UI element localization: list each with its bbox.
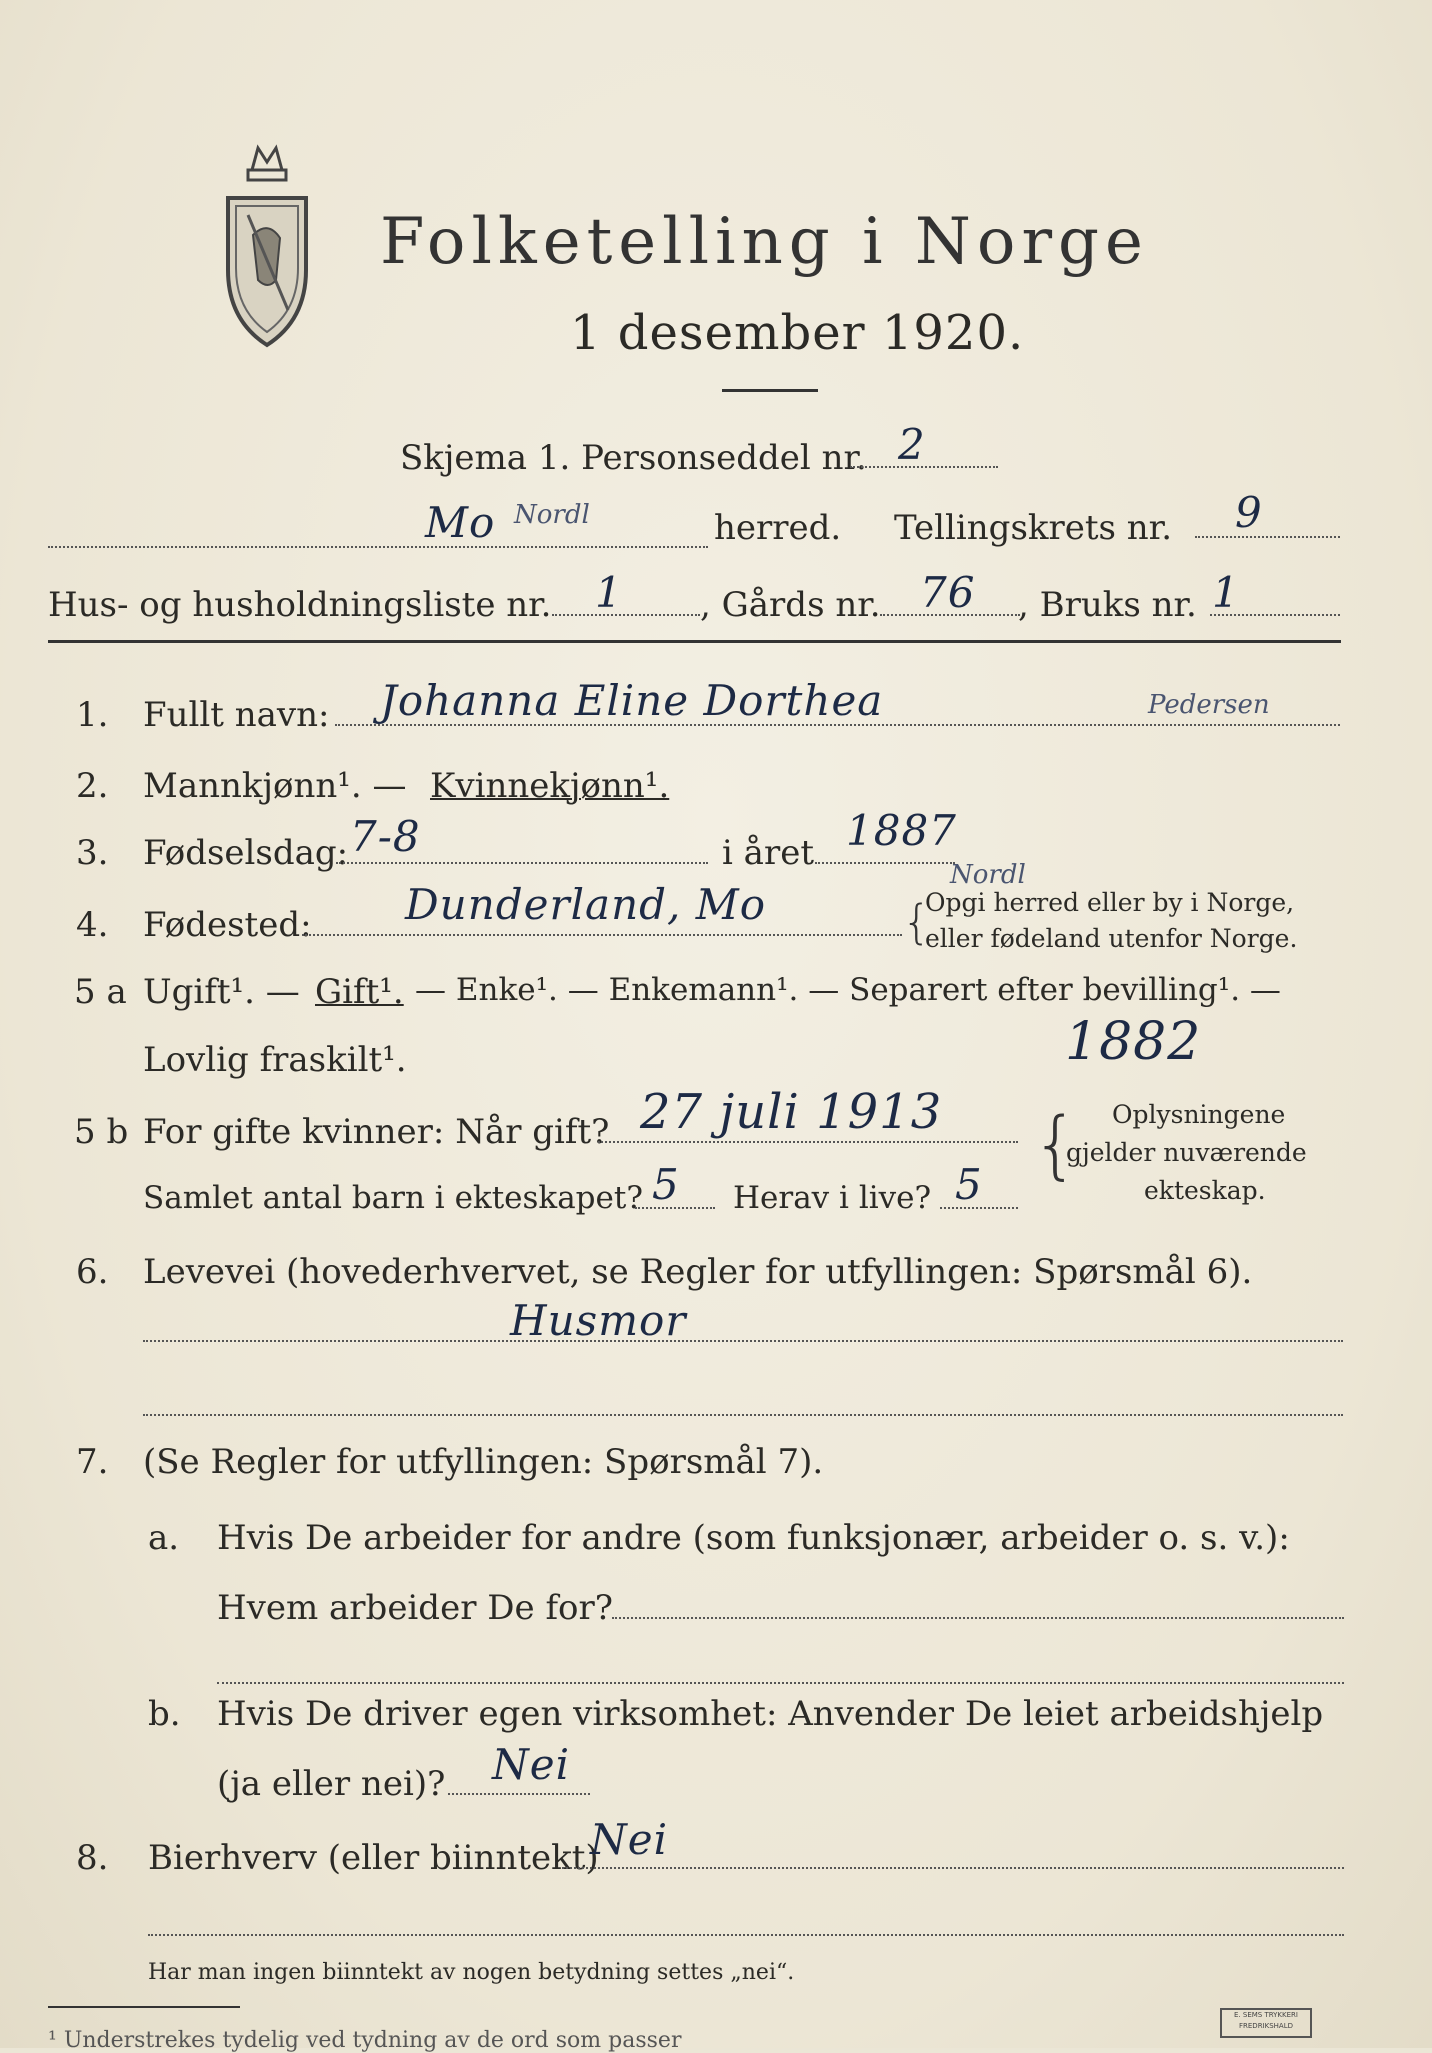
herred-label: herred.	[714, 508, 842, 548]
q1-value-surname: Pedersen	[1148, 690, 1270, 720]
q4-line	[302, 934, 902, 936]
footer-rule	[48, 2006, 240, 2008]
q2-number: 2.	[76, 766, 109, 806]
q4-label: Fødested:	[143, 905, 312, 945]
form-title: Folketelling i Norge	[380, 205, 1149, 279]
q7a-line-1	[612, 1617, 1344, 1619]
hus-label: Hus- og husholdningsliste nr.	[48, 585, 552, 625]
q5a-number: 5 a	[74, 972, 127, 1012]
q1-number: 1.	[76, 695, 109, 735]
q5b-when-line	[598, 1141, 1018, 1143]
skjema-nr-value: 2	[898, 420, 926, 469]
q5b-live-value: 5	[955, 1160, 983, 1209]
q4-value: Dunderland, Mo	[405, 880, 766, 929]
q5b-hint-line-1: Oplysningene	[1112, 1100, 1286, 1129]
coat-of-arms-emblem	[208, 140, 326, 355]
q7a-letter: a.	[148, 1518, 180, 1558]
q5b-when-value: 27 juli 1913	[640, 1084, 943, 1140]
q4-hint-line-2: eller fødeland utenfor Norge.	[925, 924, 1298, 953]
q5b-number: 5 b	[74, 1112, 129, 1152]
printer-stamp: E. SEMS TRYKKERI FREDRIKSHALD	[1220, 2008, 1312, 2038]
q7b-line	[448, 1793, 590, 1795]
q8-number: 8.	[76, 1838, 109, 1878]
header-separator	[48, 640, 1341, 643]
tellingskrets-nr-value: 9	[1235, 488, 1263, 537]
herred-value: Mo	[425, 498, 496, 547]
q5a-note: 1882	[1065, 1012, 1202, 1072]
q3-year-label: i året	[722, 833, 814, 873]
q2-mann-label: Mannkjønn¹. —	[143, 766, 407, 806]
q7a-label: Hvis De arbeider for andre (som funksjonær, arbeider o. s. v.):	[217, 1518, 1290, 1558]
q8-extra-line	[148, 1934, 1344, 1936]
q5a-ugift: Ugift¹. —	[143, 972, 300, 1012]
q3-number: 3.	[76, 833, 109, 873]
q5b-live-label: Herav i live?	[733, 1180, 932, 1216]
hus-nr-line	[552, 614, 700, 616]
bruks-nr-value: 1	[1212, 568, 1240, 617]
footer-note: Har man ingen biinntekt av nogen betydning settes „nei“.	[148, 1960, 795, 1985]
q4-hint-brace: {	[902, 895, 932, 949]
q3-year-value: 1887	[846, 806, 957, 855]
q5b-barn-value: 5	[652, 1160, 680, 1209]
herred-value-note: Nordl	[514, 500, 590, 530]
q5b-hint-line-3: ekteskap.	[1144, 1176, 1266, 1205]
q5b-label: For gifte kvinner: Når gift?	[143, 1112, 610, 1152]
q7a-line-2	[217, 1682, 1344, 1684]
q5b-hint-line-2: gjelder nuværende	[1066, 1138, 1307, 1167]
bruks-label: , Bruks nr.	[1018, 585, 1197, 625]
q6-line-1	[143, 1340, 1343, 1342]
q3-year-line	[815, 862, 955, 864]
q3-value: 7-8	[350, 812, 421, 861]
q3-day-line	[336, 862, 708, 864]
gards-label: , Gårds nr.	[700, 585, 881, 625]
q5b-hint-brace: {	[1032, 1102, 1080, 1188]
q7-label: (Se Regler for utfyllingen: Spørsmål 7).	[143, 1442, 824, 1482]
q6-line-2	[143, 1414, 1343, 1416]
q5a-gift: Gift¹.	[315, 972, 404, 1012]
q4-hint-line-1: Opgi herred eller by i Norge,	[925, 888, 1295, 917]
hus-nr-value: 1	[595, 568, 623, 617]
q1-value: Johanna Eline Dorthea	[380, 676, 884, 725]
q6-value: Husmor	[510, 1296, 687, 1345]
q8-line	[562, 1867, 1344, 1869]
q7b-value: Nei	[492, 1740, 571, 1789]
q7b-sub-label: (ja eller nei)?	[217, 1764, 446, 1804]
q4-value-note: Nordl	[950, 860, 1026, 890]
title-divider	[722, 389, 818, 392]
q2-kvinne-label: Kvinnekjønn¹.	[430, 766, 670, 806]
footer-cutoff-text: ¹ Understrekes tydelig ved tydning av de ord som passer	[48, 2028, 682, 2053]
q8-value: Nei	[590, 1815, 669, 1864]
skjema-label: Skjema 1. Personseddel nr.	[400, 438, 867, 478]
gards-nr-value: 76	[920, 568, 976, 617]
q5b-barn-label: Samlet antal barn i ekteskapet?	[143, 1180, 643, 1216]
q6-number: 6.	[76, 1252, 109, 1292]
q7-number: 7.	[76, 1442, 109, 1482]
census-date: 1 desember 1920.	[570, 305, 1025, 361]
q7b-label: Hvis De driver egen virksomhet: Anvender De leiet arbeidshjelp	[217, 1694, 1324, 1734]
tellingskrets-nr-line	[1195, 536, 1340, 538]
q7a-sub-label: Hvem arbeider De for?	[217, 1588, 613, 1628]
q7b-letter: b.	[148, 1694, 181, 1734]
q4-number: 4.	[76, 905, 109, 945]
q6-label: Levevei (hovederhvervet, se Regler for utfyllingen: Spørsmål 6).	[143, 1252, 1253, 1292]
q8-label: Bierhverv (eller biinntekt)	[148, 1838, 599, 1878]
q5a-lovlig-fraskilt: Lovlig fraskilt¹.	[143, 1040, 407, 1080]
q5a-other-statuses: — Enke¹. — Enkemann¹. — Separert efter bevilling¹. —	[415, 972, 1281, 1008]
herred-line	[48, 546, 708, 548]
q1-label: Fullt navn:	[143, 695, 330, 735]
tellingskrets-label: Tellingskrets nr.	[894, 508, 1173, 548]
q3-label: Fødselsdag:	[143, 833, 349, 873]
